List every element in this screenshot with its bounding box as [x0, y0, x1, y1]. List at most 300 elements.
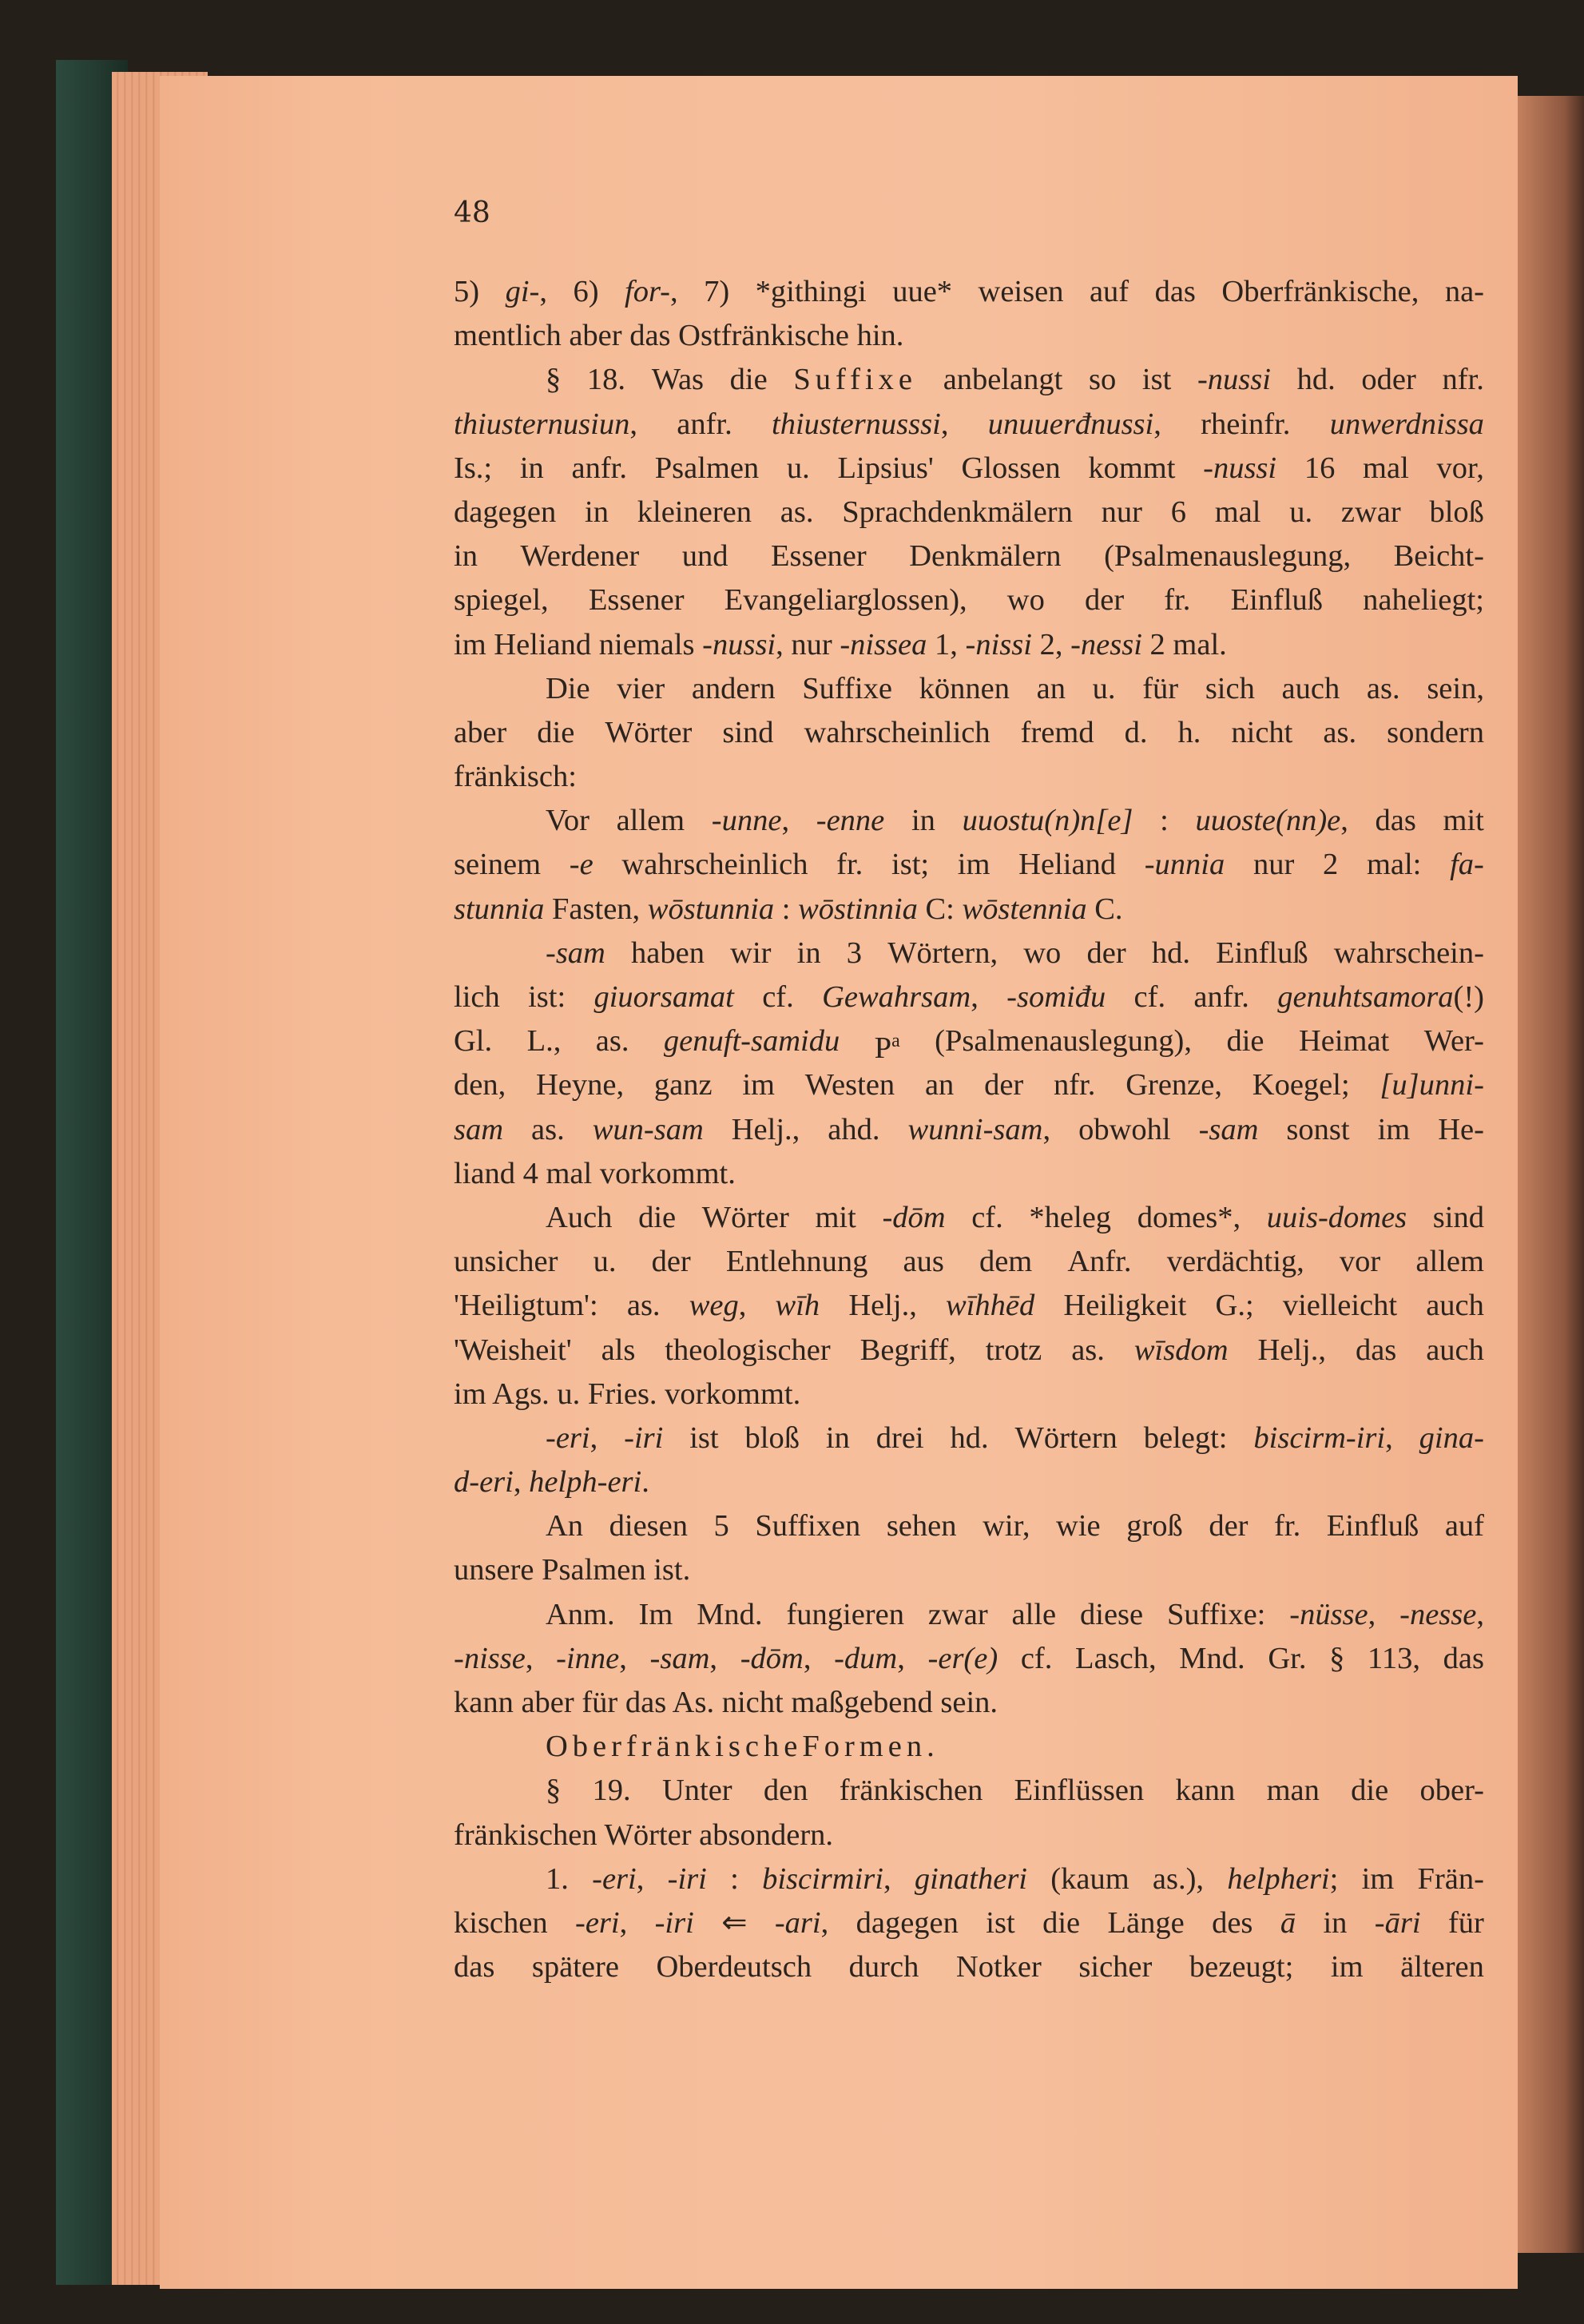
word: fr. — [836, 848, 863, 882]
word: Evangeliarglossen), — [724, 583, 967, 618]
italic-term: uuoste(nn)e — [1195, 804, 1341, 838]
word: Wörter — [701, 1200, 789, 1234]
word: Suffixe — [802, 671, 892, 705]
word: wunni-sam, — [907, 1112, 1051, 1146]
text-line — [454, 1769, 1484, 1813]
word: an — [1036, 671, 1066, 705]
word: Gl. — [454, 1024, 493, 1059]
word — [1380, 1063, 1483, 1107]
word: im — [742, 1068, 776, 1102]
text-line — [454, 1240, 1484, 1284]
italic-term: biscirm-iri — [1253, 1420, 1386, 1455]
word: drei — [875, 1420, 924, 1455]
italic-term: -eri — [575, 1905, 620, 1940]
italic-term: -e — [569, 848, 594, 882]
word: im — [1330, 1950, 1364, 1984]
word: wahrscheinlich — [804, 715, 990, 749]
word — [655, 1901, 694, 1945]
word — [928, 1637, 998, 1681]
italic-term: -unne — [711, 804, 782, 838]
word: ⇐ — [721, 1905, 748, 1940]
word: u. — [786, 451, 810, 485]
text-line — [454, 1725, 1484, 1769]
text-line — [454, 447, 1484, 491]
word: Wörter — [605, 715, 693, 749]
italic-term: wīhhēd — [946, 1289, 1035, 1323]
word: fremd — [1020, 715, 1094, 749]
word: Vor — [546, 804, 590, 838]
word: nfr. — [1442, 363, 1484, 397]
word: dagegen — [454, 495, 557, 529]
word: oder — [1361, 363, 1416, 397]
word: theologischer — [665, 1333, 831, 1367]
word: 6) — [573, 275, 599, 308]
word: unuuerđnussi, — [987, 407, 1161, 441]
text-line — [454, 1901, 1484, 1945]
text-line — [454, 1019, 1484, 1066]
text-line — [454, 1945, 1484, 1989]
word: u. — [593, 1245, 617, 1279]
word: -inne, — [556, 1641, 627, 1675]
word: 'Weisheit' — [454, 1333, 572, 1367]
word: 2 — [1323, 848, 1339, 882]
word: 5 — [713, 1509, 729, 1543]
word: im — [1361, 1861, 1395, 1896]
word: die — [1226, 1024, 1264, 1059]
word: Essener — [770, 539, 867, 574]
word: -eri, — [592, 1861, 645, 1896]
text-line: d-eri , helph-eri . — [454, 1460, 1484, 1504]
word: (Psalmenauslegung, — [1104, 539, 1352, 574]
italic-term: wun-sam — [592, 1112, 704, 1146]
word: sich — [1205, 671, 1255, 705]
italic-term: -nussi — [1197, 363, 1271, 397]
text-line: fränkischen Wörter absondern. — [454, 1817, 834, 1852]
word: *heleg — [1029, 1200, 1112, 1234]
word: aus — [903, 1245, 944, 1279]
word: 19. — [592, 1774, 631, 1808]
word: diese — [1080, 1597, 1144, 1631]
word: 7) — [704, 275, 730, 308]
word: Heyne, — [536, 1068, 625, 1102]
word: Helj., — [1257, 1333, 1326, 1367]
word: auf — [1089, 275, 1129, 308]
word: hd. — [950, 1420, 989, 1455]
word: Sprachdenkmälern — [842, 495, 1073, 529]
word — [1267, 1196, 1407, 1240]
word: des — [1212, 1905, 1253, 1940]
word — [1145, 843, 1225, 887]
italic-term: -nessi — [1070, 627, 1142, 661]
word: der — [1209, 1509, 1249, 1543]
word — [915, 1857, 1027, 1901]
italic-term: -unnia — [1144, 848, 1225, 882]
word: sicher — [1078, 1950, 1153, 1984]
word: obwohl — [1078, 1112, 1171, 1146]
word: Helj., — [848, 1289, 917, 1323]
text-line — [454, 1196, 1484, 1240]
word: können — [919, 671, 1010, 705]
italic-term: wīh — [775, 1289, 820, 1323]
word: Heiligkeit — [1063, 1289, 1187, 1323]
text-line: im Heliand niemals -nussi , nur -nissea 1, -nissi 2, -nessi 2 mal. — [454, 623, 1484, 667]
word — [816, 799, 885, 843]
word: naheliegt; — [1363, 583, 1484, 618]
italic-term: wōstennia — [962, 892, 1087, 926]
word: as. — [780, 495, 814, 529]
text-line: liand 4 mal vorkommt. — [454, 1156, 736, 1190]
word: Glossen — [961, 451, 1061, 485]
word: Mnd. — [697, 1597, 763, 1631]
italic-term: -eri — [546, 1420, 590, 1455]
word: Denkmälern — [909, 539, 1062, 574]
word: Westen — [804, 1068, 895, 1102]
word: § — [546, 363, 562, 397]
word: : — [730, 1861, 739, 1896]
word: Einfluß — [1230, 583, 1324, 618]
word: Oberfränkische, — [1221, 275, 1419, 308]
word: Beicht- — [1393, 539, 1484, 574]
italic-term: gina- — [1419, 1420, 1484, 1455]
spaced-term: Suffixe — [793, 363, 918, 397]
word: Einfluß — [1216, 936, 1308, 970]
word: gi-, — [505, 275, 547, 308]
word: in — [1323, 1905, 1348, 1940]
word: 113, — [1368, 1641, 1420, 1675]
word: andern — [691, 671, 776, 705]
italic-term: -sam — [546, 936, 605, 970]
italic-term: -iri — [624, 1420, 664, 1455]
word: Entlehnung — [725, 1245, 868, 1279]
word: Gewahrsam, — [822, 980, 979, 1014]
word: u. — [1092, 671, 1116, 705]
italic-term: biscirmiri — [762, 1861, 883, 1896]
word: in — [911, 804, 935, 838]
word — [963, 799, 1133, 843]
word: Suffixen — [755, 1509, 861, 1543]
word: Im — [638, 1597, 673, 1631]
word: fränkischen — [839, 1774, 983, 1808]
word: auf — [1444, 1509, 1484, 1543]
body-text — [454, 270, 1484, 1989]
word: die — [537, 715, 575, 749]
word: kann — [1175, 1774, 1236, 1808]
word: man — [1266, 1774, 1320, 1808]
word: Essener — [588, 583, 685, 618]
word — [1450, 843, 1484, 887]
word: vor — [1339, 1245, 1381, 1279]
word: in — [454, 539, 478, 574]
word: -eri, — [575, 1905, 628, 1940]
word: mal — [1363, 451, 1409, 485]
word: kleineren — [637, 495, 752, 529]
word: nur — [1253, 848, 1295, 882]
word: Anfr. — [1067, 1245, 1132, 1279]
word: biscirmiri, — [762, 1861, 891, 1896]
word: Unter — [661, 1774, 732, 1808]
italic-term: -nissi — [965, 627, 1032, 661]
word: Die — [546, 671, 590, 705]
word: älteren — [1400, 1950, 1484, 1984]
word: ist — [1141, 363, 1172, 397]
text-line — [454, 578, 1484, 622]
word: den, — [454, 1068, 506, 1102]
word: in — [825, 1420, 850, 1455]
text-line — [454, 975, 1484, 1019]
word: Wörtern, — [887, 936, 998, 970]
word: seinem — [454, 848, 542, 882]
italic-term: -nussi — [1203, 451, 1277, 485]
word: Einfluß — [1326, 1509, 1419, 1543]
word — [454, 1108, 503, 1152]
word: h. — [1177, 715, 1201, 749]
word: das — [454, 1950, 495, 1984]
word: auch — [1426, 1289, 1484, 1323]
text-line: unsere Psalmen ist. — [454, 1553, 691, 1587]
word: wir, — [983, 1509, 1030, 1543]
word: ist: — [528, 980, 566, 1014]
italic-term: -iri — [667, 1861, 707, 1896]
italic-term: genuft-samidu — [663, 1024, 840, 1059]
superscript: a — [891, 1031, 900, 1052]
italic-term: d-eri — [454, 1465, 514, 1500]
italic-term: stunnia — [454, 892, 545, 926]
word: 18. — [586, 363, 626, 397]
word: mal: — [1366, 848, 1422, 882]
word: for-, — [625, 275, 678, 308]
word: wir — [730, 936, 772, 970]
word: hd. — [1151, 936, 1190, 970]
word: bloß — [1429, 495, 1484, 529]
word: as. — [626, 1289, 661, 1323]
word: das — [1375, 804, 1416, 838]
word: anfr. — [677, 407, 732, 441]
italic-term: uuostu(n)n[e] — [962, 804, 1133, 838]
word: alle — [1011, 1597, 1057, 1631]
word: Werdener — [520, 539, 640, 574]
word: Helj., — [731, 1112, 800, 1146]
text-line — [454, 1063, 1484, 1107]
word: ist; — [891, 848, 930, 882]
word: kischen — [454, 1905, 548, 1940]
word: nfr. — [1054, 1068, 1096, 1102]
word — [1197, 358, 1271, 402]
word: -eri, — [546, 1420, 598, 1455]
word: 3 — [846, 936, 863, 970]
italic-term: -dōm — [740, 1641, 804, 1675]
word: im — [957, 848, 990, 882]
word: Koegel; — [1252, 1068, 1350, 1102]
word: weisen — [978, 275, 1064, 308]
text-line — [454, 534, 1484, 578]
word: sind — [1432, 1200, 1484, 1234]
word: § — [1329, 1641, 1345, 1675]
text-line — [454, 799, 1484, 843]
word: 16 — [1304, 451, 1336, 485]
text-line — [454, 1504, 1484, 1548]
italic-term: -iri — [654, 1905, 694, 1940]
word: *githingi — [755, 275, 867, 308]
word: Wer- — [1423, 1024, 1484, 1059]
word — [882, 1196, 945, 1240]
word: 5) — [454, 275, 480, 308]
word: trotz — [985, 1333, 1042, 1367]
italic-term: wōstinnia — [798, 892, 918, 926]
word: die — [1042, 1905, 1081, 1940]
italic-term: helph-eri — [529, 1465, 642, 1500]
word: vielleicht — [1282, 1289, 1398, 1323]
word: verdächtig, — [1166, 1245, 1304, 1279]
word: spiegel, — [454, 583, 549, 618]
word — [546, 932, 605, 975]
word: -ari, — [774, 1905, 829, 1940]
word: helpheri; — [1227, 1861, 1339, 1896]
word: (Psalmenauslegung), — [935, 1024, 1193, 1059]
word: anfr. — [571, 451, 627, 485]
text-line: fränkisch: — [454, 760, 577, 794]
word: cf. — [971, 1200, 1003, 1234]
word: cf. — [1133, 980, 1166, 1014]
italic-term: -inne — [556, 1641, 620, 1675]
italic-term: ginatheri — [914, 1861, 1028, 1896]
text-line — [454, 403, 1484, 447]
word: Notker — [955, 1950, 1042, 1984]
italic-term: uuis-domes — [1266, 1200, 1407, 1234]
word: biscirm-iri, — [1253, 1420, 1393, 1455]
word — [776, 1284, 820, 1328]
italic-term: -nisse — [454, 1641, 526, 1675]
word — [946, 1284, 1034, 1328]
word: L., — [526, 1024, 562, 1059]
word: (kaum — [1050, 1861, 1129, 1896]
text-line: mentlich aber das Ostfränkische hin. — [454, 319, 904, 353]
italic-term: [u]unni- — [1380, 1068, 1484, 1102]
word: die — [729, 363, 768, 397]
word: Begriff, — [859, 1333, 956, 1367]
word: Grenze, — [1125, 1068, 1222, 1102]
word: Wörtern — [1014, 1420, 1118, 1455]
word: so — [1089, 363, 1117, 397]
word: sein, — [1427, 671, 1484, 705]
word: dem — [979, 1245, 1033, 1279]
word: sehen — [886, 1509, 957, 1543]
text-line — [454, 843, 1484, 887]
word: na- — [1444, 275, 1484, 308]
word: Is.; — [454, 451, 493, 485]
word: Auch — [546, 1200, 613, 1234]
word: hd. — [1296, 363, 1336, 397]
word: das — [1443, 1641, 1484, 1675]
word: die — [1351, 1774, 1389, 1808]
italic-term: -nüsse — [1289, 1597, 1368, 1631]
word: sonst — [1286, 1112, 1350, 1146]
word: an — [924, 1068, 955, 1102]
word: as. — [595, 1024, 629, 1059]
word: belegt: — [1143, 1420, 1228, 1455]
word — [1203, 447, 1276, 491]
word: Mnd. — [1179, 1641, 1245, 1675]
word — [1006, 975, 1106, 1019]
word: cf. — [762, 980, 794, 1014]
text-line — [454, 1593, 1484, 1637]
word: kommt — [1088, 451, 1176, 485]
italic-term: -er(e) — [927, 1641, 998, 1675]
word: wahrschein- — [1333, 936, 1484, 970]
word: § — [546, 1774, 562, 1808]
spaced-term: Formen. — [802, 1730, 939, 1764]
word: zwar — [927, 1597, 988, 1631]
word: 'Heiligtum': — [454, 1289, 598, 1323]
word: $P^a$ — [874, 1031, 900, 1066]
word: der — [651, 1245, 691, 1279]
word: auch — [1426, 1333, 1484, 1367]
word: Lasch, — [1075, 1641, 1157, 1675]
word: Lipsius' — [837, 451, 934, 485]
word — [1330, 403, 1484, 447]
word: G.; — [1215, 1289, 1254, 1323]
word: für — [1142, 671, 1179, 705]
italic-term: for- — [625, 275, 670, 308]
italic-term: -dum — [834, 1641, 898, 1675]
word: spätere — [531, 1950, 619, 1984]
word: Länge — [1107, 1905, 1185, 1940]
italic-term: sam — [454, 1112, 504, 1146]
word: ganz — [653, 1068, 713, 1102]
word: mal — [1214, 495, 1261, 529]
word: uuoste(nn)e, — [1195, 804, 1348, 838]
word: domes*, — [1137, 1200, 1241, 1234]
word: in — [585, 495, 609, 529]
italic-term: -nesse — [1399, 1597, 1477, 1631]
word: mit — [815, 1200, 856, 1234]
word: lich — [454, 980, 500, 1014]
word: mit — [1443, 804, 1484, 838]
word: unsicher — [454, 1245, 558, 1279]
word: sind — [722, 715, 774, 749]
word: wo — [1023, 936, 1062, 970]
italic-term: thiusternusssi — [772, 407, 941, 441]
word: as. — [1323, 715, 1357, 749]
italic-term: wunni-sam — [907, 1112, 1043, 1146]
word: ist — [689, 1420, 719, 1455]
word: Oberdeutsch — [656, 1950, 812, 1984]
word: das — [1355, 1333, 1397, 1367]
word: diesen — [609, 1509, 688, 1543]
word: der — [984, 1068, 1024, 1102]
italic-term: wīsdom — [1133, 1333, 1229, 1367]
word: bezeugt; — [1189, 1950, 1294, 1984]
word: allem — [616, 804, 685, 838]
word: fr. — [1274, 1509, 1301, 1543]
word: Heliand — [1018, 848, 1117, 882]
text-line: im Ags. u. Fries. vorkommt. — [454, 1377, 801, 1411]
word: Einflüssen — [1014, 1774, 1145, 1808]
word — [1419, 1416, 1484, 1460]
word: der — [1086, 936, 1126, 970]
word: -unne, — [711, 804, 790, 838]
italic-term: -eri — [592, 1861, 637, 1896]
word: die — [638, 1200, 677, 1234]
italic-term: thiusternusiun — [454, 407, 630, 441]
page-shadow-edge — [1518, 96, 1584, 2253]
text-line — [454, 1416, 1484, 1460]
word: An — [546, 1509, 584, 1543]
word: aber — [454, 715, 507, 749]
italic-term: -somiđu — [1006, 980, 1106, 1014]
word: anfr. — [1193, 980, 1249, 1014]
italic-term: weg — [689, 1289, 739, 1323]
italic-term: -sam — [649, 1641, 710, 1675]
